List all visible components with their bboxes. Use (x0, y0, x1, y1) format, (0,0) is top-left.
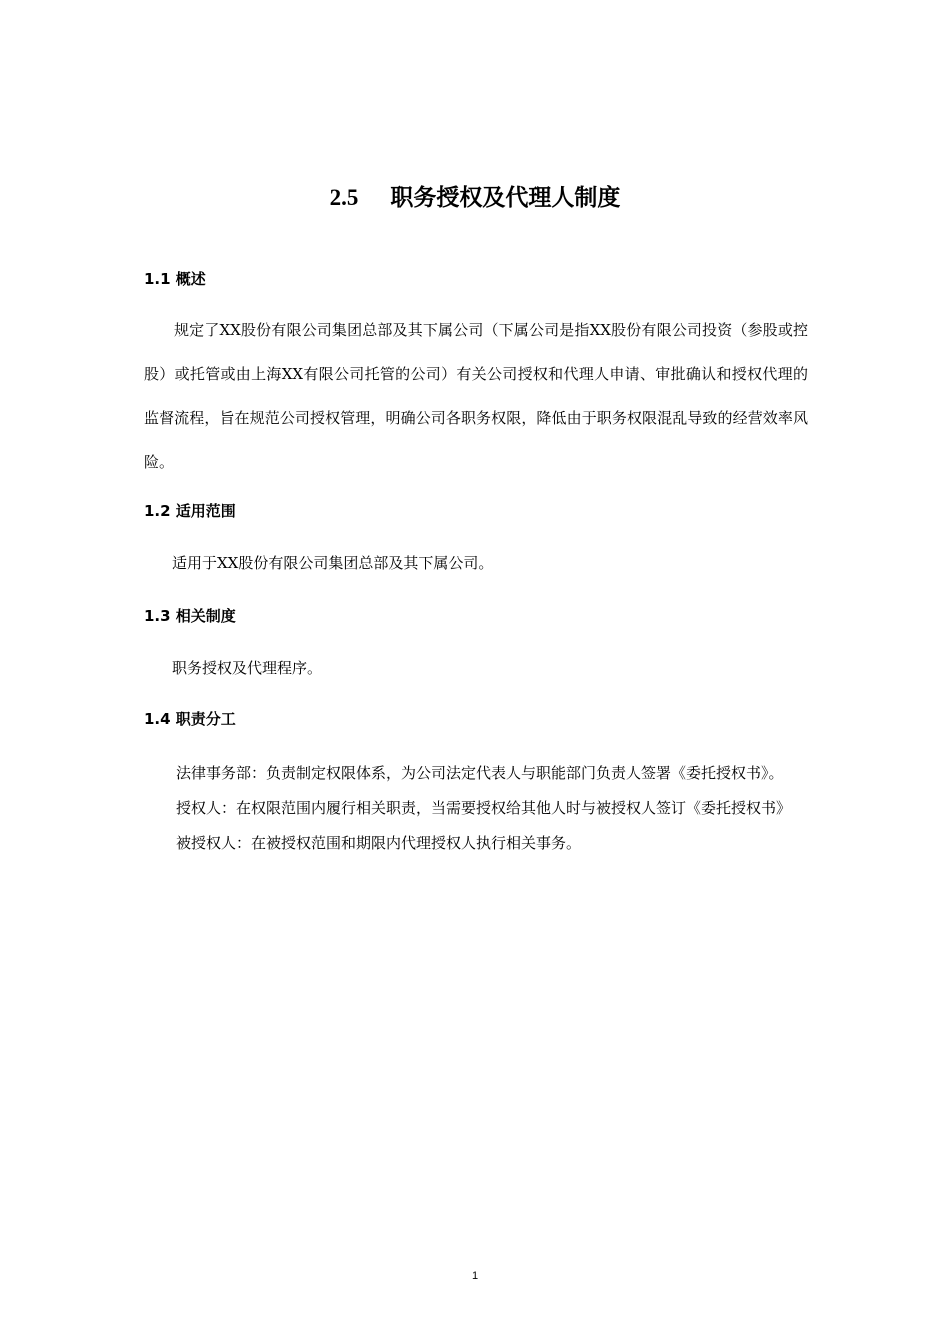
section-heading-responsibilities: 1.4 职责分工 (144, 710, 236, 728)
document-title (0, 182, 950, 214)
section-body-scope: 适用于XX股份有限公司集团总部及其下属公司。 (172, 554, 494, 572)
section-body-overview: 规定了XX股份有限公司集团总部及其下属公司（下属公司是指XX股份有限公司投资（参股或控股）或托管或由上海XX有限公司托管的公司）有关公司授权和代理人申请、审批确认和授权代理的监督流程，旨在规范公司授权管理，明确公司各职务权限，降低由于职务权限混乱导致的经营效率风险。 (144, 321, 808, 471)
title-number: 2.5 (329, 185, 359, 210)
responsibility-legal-department: 法律事务部：负责制定权限体系，为公司法定代表人与职能部门负责人签署《委托授权书》。 (176, 764, 784, 782)
title-text: 职务授权及代理人制度 (390, 184, 621, 211)
section-heading-scope: 1.2 适用范围 (144, 502, 236, 520)
section-body-related-rules: 职务授权及代理程序。 (172, 659, 323, 677)
responsibility-grantor: 授权人：在权限范围内履行相关职责，当需要授权给其他人时与被授权人签订《委托授权书》 (176, 799, 792, 817)
section-heading-overview: 1.1 概述 (144, 270, 206, 288)
section-heading-related-rules: 1.3 相关制度 (144, 607, 236, 625)
page-number: 1 (471, 1270, 479, 1282)
responsibility-grantee: 被授权人：在被授权范围和期限内代理授权人执行相关事务。 (176, 834, 582, 852)
